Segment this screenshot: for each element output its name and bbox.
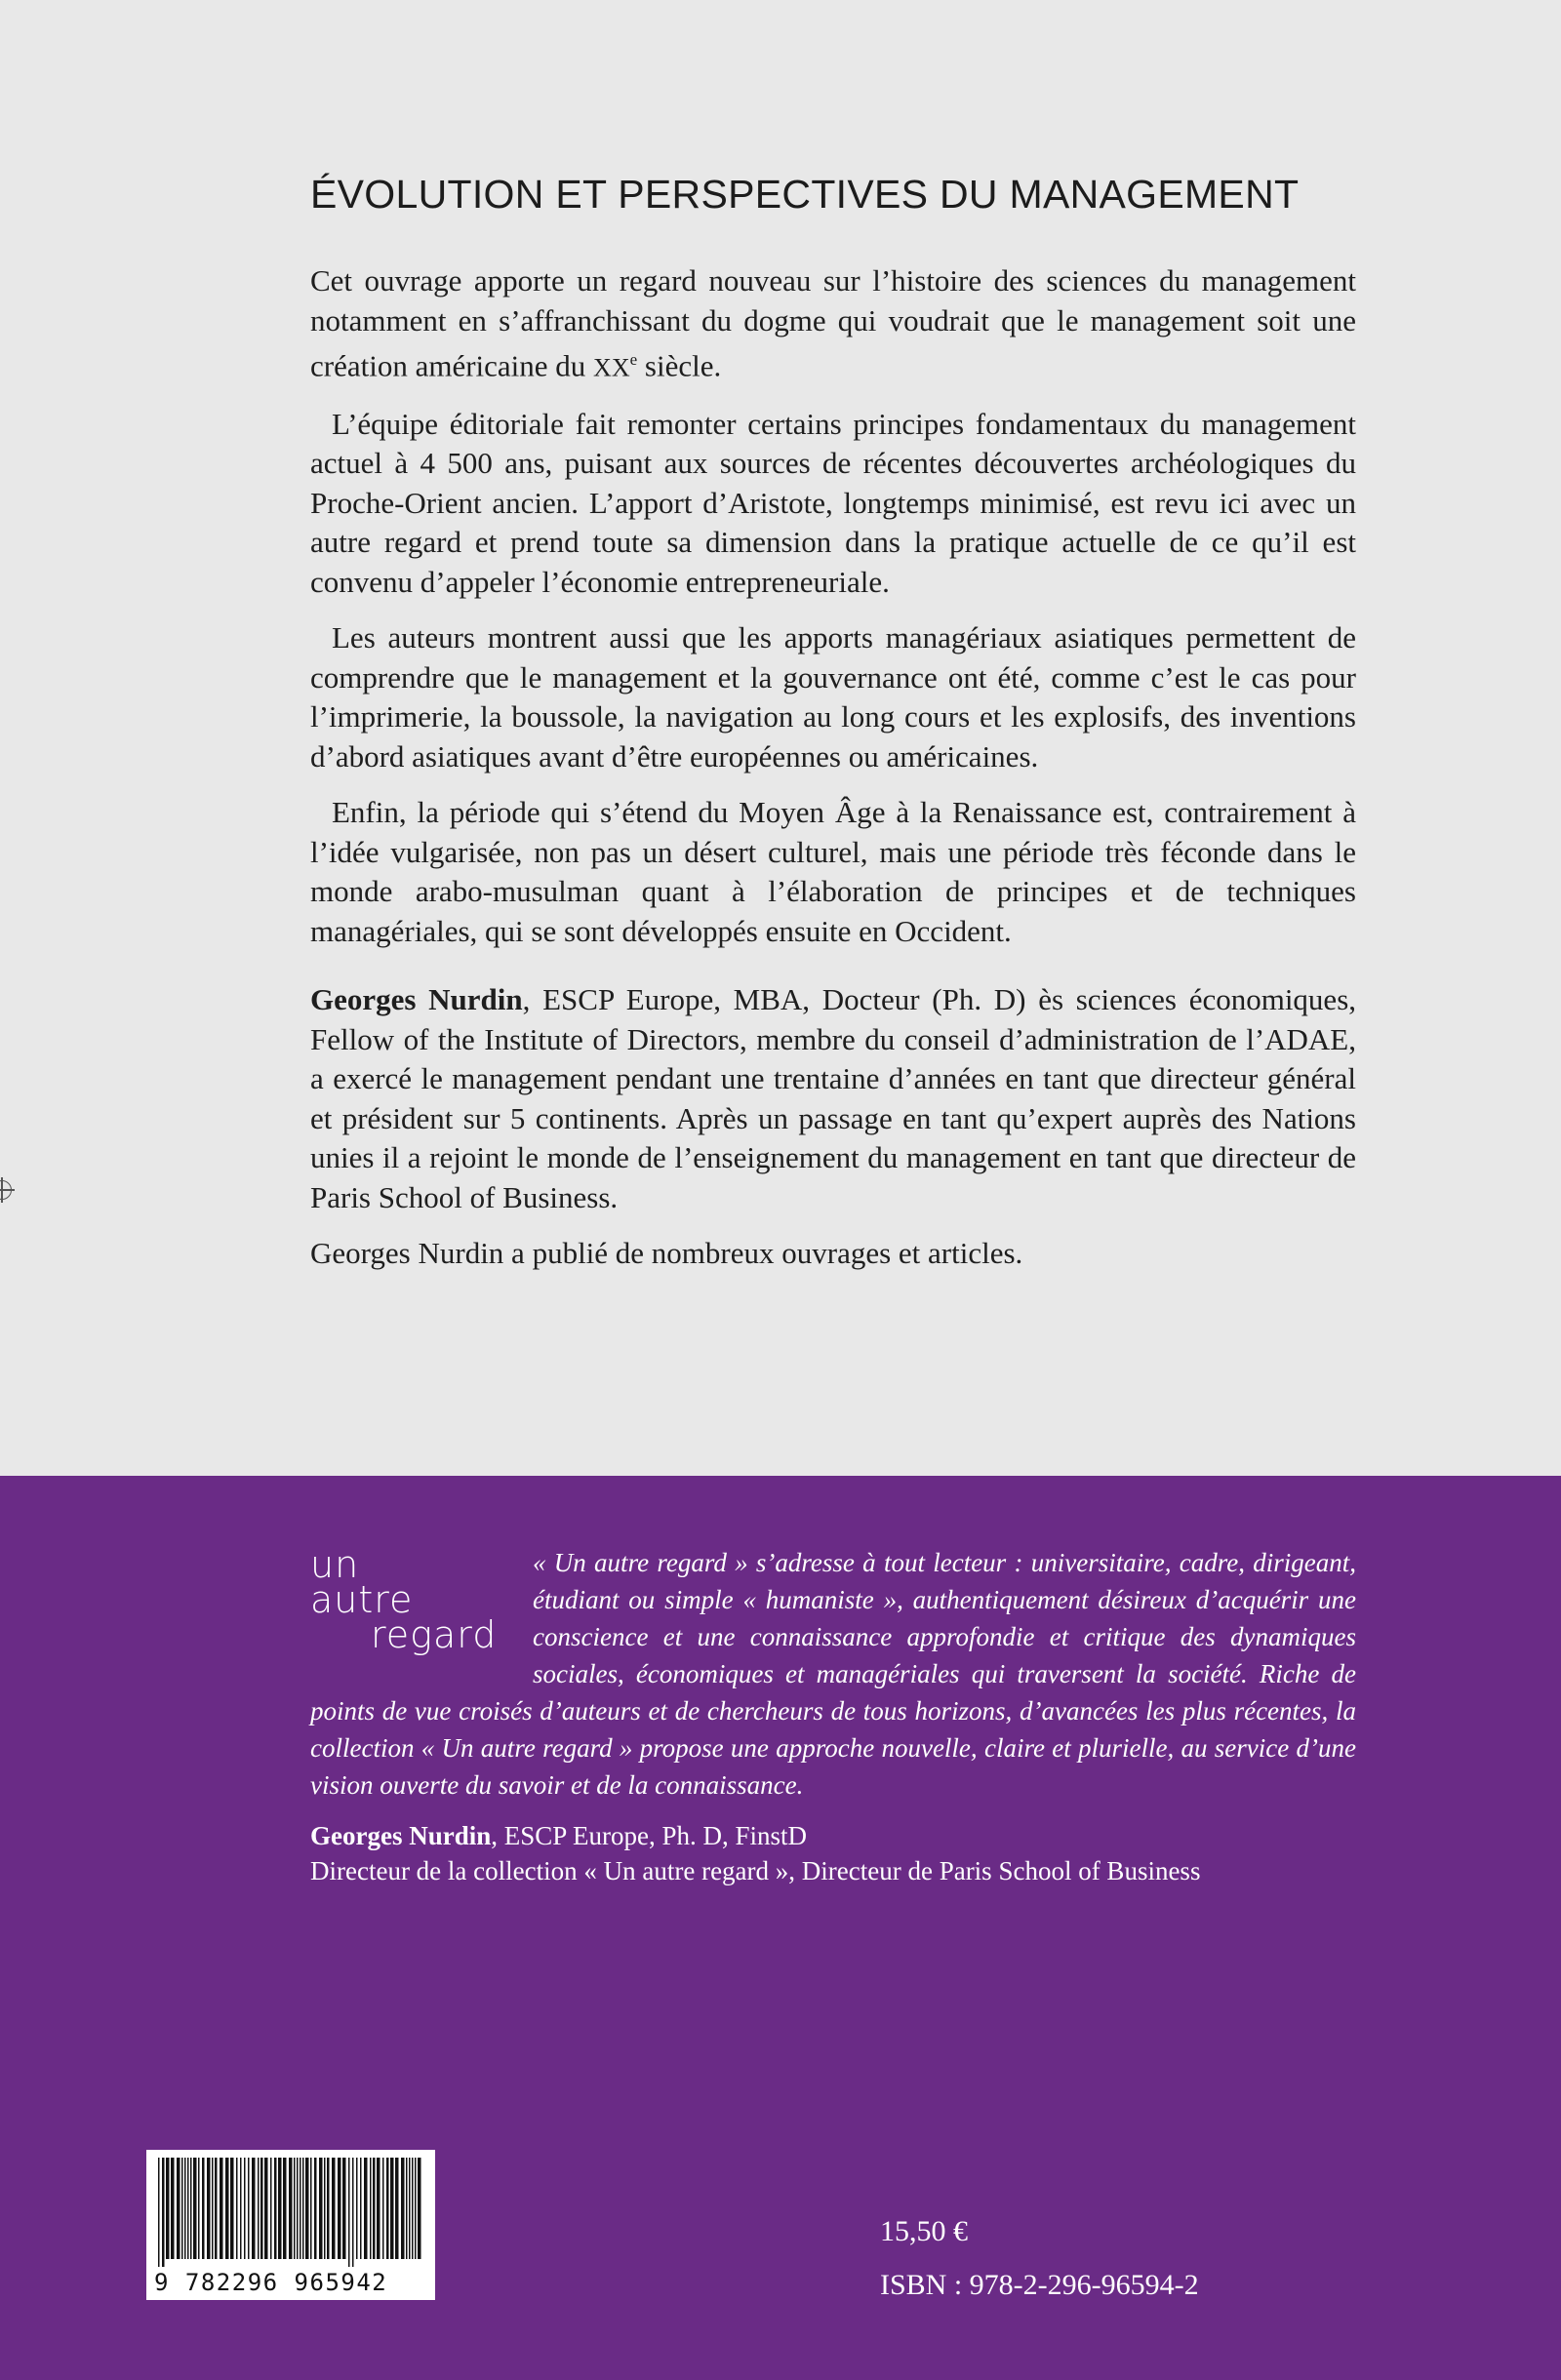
barcode-bar <box>327 2158 330 2259</box>
barcode-bar <box>283 2158 287 2259</box>
blurb <box>310 261 1356 1290</box>
barcode-bar <box>212 2158 214 2259</box>
blurb-paragraph-2: L’équipe éditoriale fait remonter certains principes fondamentaux du management actuel à 4 500 ans, puisant aux sources de récentes découvertes archéologiques du Proche-Orient ancien. L’apport d’Aristote, longtemps minimisé, est revu ici avec un autre regard et prend toute sa dimension dans la pratique actuelle de ce qu’il est convenu d’appeler l’économie entrepreneuriale. <box>310 406 1356 599</box>
logo-word-autre: autre <box>310 1578 414 1621</box>
blurb-paragraph-1-text: Cet ouvrage apporte un regard nouveau sur l’histoire des sciences du management notamment en s’affranchissant du dogme qui voudrait que le management soit une création américaine du <box>310 263 1356 383</box>
logo-word-regard: regard <box>371 1613 498 1656</box>
blurb-paragraph-4: Enfin, la période qui s’étend du Moyen Âge à la Renaissance est, contrairement à l’idée vulgarisée, non pas un désert culturel, mais une période très féconde dans le monde arabo-musulman quant à l’élaboration de principes et de techniques managériales, qui se sont développés ensuite en Occident. <box>310 795 1356 948</box>
blurb-paragraph-1 <box>310 261 1356 388</box>
director-credentials: , ESCP Europe, Ph. D, FinstD <box>491 1821 808 1850</box>
barcode-bar <box>364 2158 368 2259</box>
barcode-bar <box>409 2158 411 2259</box>
barcode-bar <box>260 2158 263 2259</box>
collection-description-text: « Un autre regard » s’adresse à tout lecteur : universitaire, cadre, dirigeant, étudiant ou simple « humaniste », authentiquement désireux d’acquérir une conscience et une connaissance approfondie et critique des dynamiques sociales, économiques et managériales qui traversent la société. Riche de points de vue croisés d’auteurs et de chercheurs de tous horizons, d’avancées les plus récentes, la collection « Un autre regard » propose une approche nouvelle, claire et plurielle, au service d’une vision ouverte du savoir et de la connaissance. <box>310 1548 1356 1800</box>
barcode-bar <box>187 2158 189 2259</box>
barcode-bar <box>220 2158 223 2259</box>
book-title: ÉVOLUTION ET PERSPECTIVES DU MANAGEMENT <box>310 172 1300 217</box>
barcode-bar <box>274 2158 277 2259</box>
registration-mark-icon <box>0 1180 12 1200</box>
barcode-bar <box>297 2158 299 2259</box>
barcode-bar <box>390 2158 394 2259</box>
price: 15,50 € <box>880 2215 968 2247</box>
barcode-bar <box>270 2158 272 2259</box>
collection-director <box>310 1818 1383 1888</box>
barcode-bar <box>248 2158 250 2259</box>
barcode-bar <box>215 2158 218 2259</box>
barcode <box>146 2150 435 2300</box>
barcode-bar <box>356 2158 358 2259</box>
barcode-bar <box>230 2158 234 2259</box>
barcode-bar <box>302 2158 304 2259</box>
barcode-bar <box>193 2158 197 2259</box>
author-bio-text: , ESCP Europe, MBA, Docteur (Ph. D) ès sciences économiques, Fellow of the Institute of Directors, membre du conseil d’administration de l’ADAE, a exercé le management pendant une trentaine d’années en tant que directeur général et président sur 5 continents. Après un passage en tant qu’expert auprès des Nations unies il a rejoint le monde de l’enseignement du management en tant que directeur de Paris School of Business. <box>310 982 1357 1214</box>
barcode-bar <box>415 2158 417 2259</box>
barcode-bar <box>324 2158 326 2259</box>
barcode-bar <box>305 2158 309 2259</box>
barcode-bar <box>412 2158 414 2259</box>
barcode-bar <box>360 2158 362 2259</box>
barcode-bar <box>236 2158 238 2259</box>
barcode-bar <box>289 2158 293 2259</box>
barcode-bar <box>310 2158 312 2259</box>
barcode-bar <box>395 2158 399 2259</box>
century-numeral: XX <box>593 353 630 382</box>
barcode-bar <box>158 2158 160 2267</box>
barcode-bar <box>377 2158 380 2259</box>
collection-description <box>310 1544 1356 1804</box>
barcode-digits: 9 782296 965942 <box>154 2269 388 2296</box>
barcode-bars <box>154 2158 427 2267</box>
barcode-bar <box>401 2158 405 2259</box>
author-publications: Georges Nurdin a publié de nombreux ouvrages et articles. <box>310 1236 1023 1271</box>
barcode-bar <box>198 2158 200 2259</box>
barcode-bar <box>258 2158 260 2259</box>
barcode-bar <box>252 2158 256 2259</box>
logo-word-un: un <box>310 1543 360 1586</box>
barcode-bar <box>386 2158 389 2259</box>
barcode-bar <box>373 2158 376 2259</box>
barcode-bar <box>202 2158 205 2259</box>
barcode-bar <box>177 2158 180 2259</box>
barcode-bar <box>264 2158 268 2259</box>
barcode-bar <box>171 2158 175 2259</box>
blurb-paragraph-1-end: siècle. <box>637 348 722 383</box>
author-bio <box>310 980 1356 1217</box>
barcode-bar <box>207 2158 211 2259</box>
century-superscript: e <box>629 350 638 369</box>
barcode-bar <box>342 2158 346 2259</box>
barcode-bar <box>190 2158 192 2259</box>
barcode-bar <box>348 2158 350 2267</box>
director-role: Directeur de la collection « Un autre regard », Directeur de Paris School of Business <box>310 1856 1201 1885</box>
director-line-1 <box>310 1818 1383 1853</box>
barcode-bar <box>225 2158 229 2259</box>
blurb-paragraph-3: Les auteurs montrent aussi que les apports managériaux asiatiques permettent de comprendre que le management et la gouvernance ont été, comme c’est le cas pour l’imprimerie, la boussole, la navigation au long cours et les explosifs, des inventions d’abord asiatiques avant d’être européennes ou américaines. <box>310 620 1356 774</box>
author-name: Georges Nurdin <box>310 982 523 1017</box>
barcode-bar <box>162 2158 165 2267</box>
director-name: Georges Nurdin <box>310 1821 492 1850</box>
barcode-bar <box>418 2158 421 2259</box>
barcode-bar <box>406 2158 408 2259</box>
barcode-bar <box>352 2158 354 2267</box>
barcode-bar <box>382 2158 384 2259</box>
barcode-bar <box>181 2158 183 2259</box>
barcode-bar <box>166 2158 170 2259</box>
barcode-bar <box>370 2158 372 2259</box>
barcode-bar <box>184 2158 186 2259</box>
isbn: ISBN : 978-2-296-96594-2 <box>880 2269 1199 2301</box>
barcode-bar <box>294 2158 296 2259</box>
barcode-bar <box>240 2158 242 2259</box>
barcode-bar <box>332 2158 336 2259</box>
barcode-bar <box>319 2158 323 2259</box>
barcode-bar <box>244 2158 246 2259</box>
barcode-bar <box>314 2158 317 2259</box>
barcode-bar <box>338 2158 341 2259</box>
barcode-bar <box>278 2158 282 2259</box>
barcode-bar <box>300 2158 301 2259</box>
